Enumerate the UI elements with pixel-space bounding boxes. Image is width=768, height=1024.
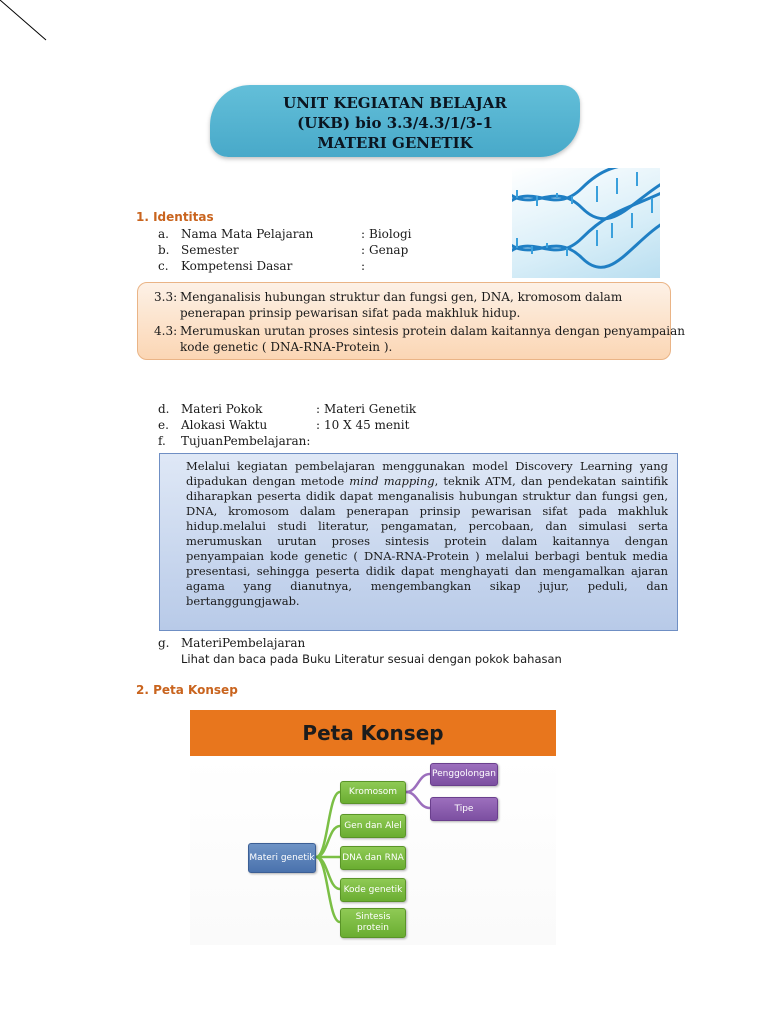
row-label: Alokasi Waktu [181, 418, 268, 432]
tujuan-pembelajaran-box [159, 453, 678, 631]
section-identitas-heading: 1. Identitas [136, 210, 214, 224]
row-value: Biologi [369, 227, 412, 241]
identity-row-d [158, 401, 558, 417]
row-letter: c. [158, 259, 169, 273]
identity-row-a [158, 226, 558, 242]
row-letter: a. [158, 227, 169, 241]
identity-row-e [158, 417, 558, 433]
row-label: Kompetensi Dasar [181, 259, 293, 273]
tujuan-text-part-2: , teknik ATM, dan pendekatan saintifik diharapkan peserta didik dapat menganalisis hubungan struktur dan fungsi gen, DNA, kromosom dalam penerapan prinsip pewarisan sifat pada makhluk hidup.melalui studi literatur, pengamatan, percobaan, dan simulasi serta merumuskan urutan proses sintesis protein dalam kaitannya dengan penyampaian kode genetic ( DNA-RNA-Protein ) melalui berbagi bentuk media presentasi, sehingga peserta didik dapat menghayati dan mengamalkan ajaran agama yang dianutnya, mengembangkan sikap jujur, peduli, dan bertanggungjawab. [186, 474, 669, 608]
section-peta-konsep-heading: 2. Peta Konsep [136, 683, 238, 697]
row-value: Genap [369, 243, 409, 257]
node-penggolongan: Penggolongan [430, 763, 498, 786]
kompetensi-dasar-box [137, 282, 685, 360]
kompetensi-text: Menganalisis hubungan struktur dan fungsi gen, DNA, kromosom dalam penerapan prinsip pewarisan sifat pada makhluk hidup. [180, 290, 623, 320]
identity-row-g [158, 635, 578, 651]
row-letter: d. [158, 402, 170, 416]
identity-row-b [158, 242, 558, 258]
title-line-3: MATERI GENETIK [317, 134, 473, 152]
node-kromosom: Kromosom [340, 781, 406, 804]
corner-decoration [0, 0, 60, 60]
row-label: Nama Mata Pelajaran [181, 227, 314, 241]
node-materi-genetik: Materi genetik [248, 843, 316, 873]
row-colon: : [361, 227, 366, 241]
row-label: MateriPembelajaran [181, 636, 306, 650]
kompetensi-number: 3.3: [154, 290, 178, 304]
row-letter: g. [158, 636, 170, 650]
title-banner [210, 85, 580, 157]
row-colon: : [316, 402, 321, 416]
row-letter: e. [158, 418, 169, 432]
kompetensi-item-3-3 [154, 289, 674, 321]
tujuan-pembelajaran-text [186, 459, 668, 609]
row-colon: : [361, 243, 366, 257]
row-value: Materi Genetik [324, 402, 417, 416]
tujuan-text-part-1: Melalui kegiatan pembelajaran menggunakan model Discovery Learning yang dipadukan dengan metode [186, 459, 668, 488]
identity-row-f [158, 433, 558, 449]
peta-konsep-diagram [190, 710, 556, 945]
row-label: TujuanPembelajaran: [181, 434, 311, 448]
kompetensi-number: 4.3: [154, 324, 178, 338]
node-gen-dan-alel: Gen dan Alel [340, 814, 406, 838]
row-label: Materi Pokok [181, 402, 263, 416]
row-value: 10 X 45 menit [324, 418, 410, 432]
materi-pembelajaran-text: Lihat dan baca pada Buku Literatur sesuai dengan pokok bahasan [181, 652, 562, 666]
title-line-1: UNIT KEGIATAN BELAJAR [283, 94, 507, 112]
row-label: Semester [181, 243, 239, 257]
row-letter: f. [158, 434, 166, 448]
node-tipe: Tipe [430, 797, 498, 821]
row-colon: : [316, 418, 321, 432]
row-letter: b. [158, 243, 170, 257]
peta-konsep-title: Peta Konsep [302, 721, 444, 745]
kompetensi-item-4-3 [154, 323, 685, 355]
kompetensi-text: Merumuskan urutan proses sintesis protein dalam kaitannya dengan penyampaian kode genetic ( DNA-RNA-Protein ). [180, 324, 685, 354]
node-sintesis-protein: Sintesis protein [340, 908, 406, 938]
tujuan-text-italic: mind mapping [349, 474, 435, 488]
row-colon: : [361, 259, 366, 273]
identity-row-c [158, 258, 558, 274]
node-kode-genetik: Kode genetik [340, 878, 406, 902]
node-dna-dan-rna: DNA dan RNA [340, 846, 406, 870]
title-line-2: (UKB) bio 3.3/4.3/1/3-1 [297, 114, 493, 132]
